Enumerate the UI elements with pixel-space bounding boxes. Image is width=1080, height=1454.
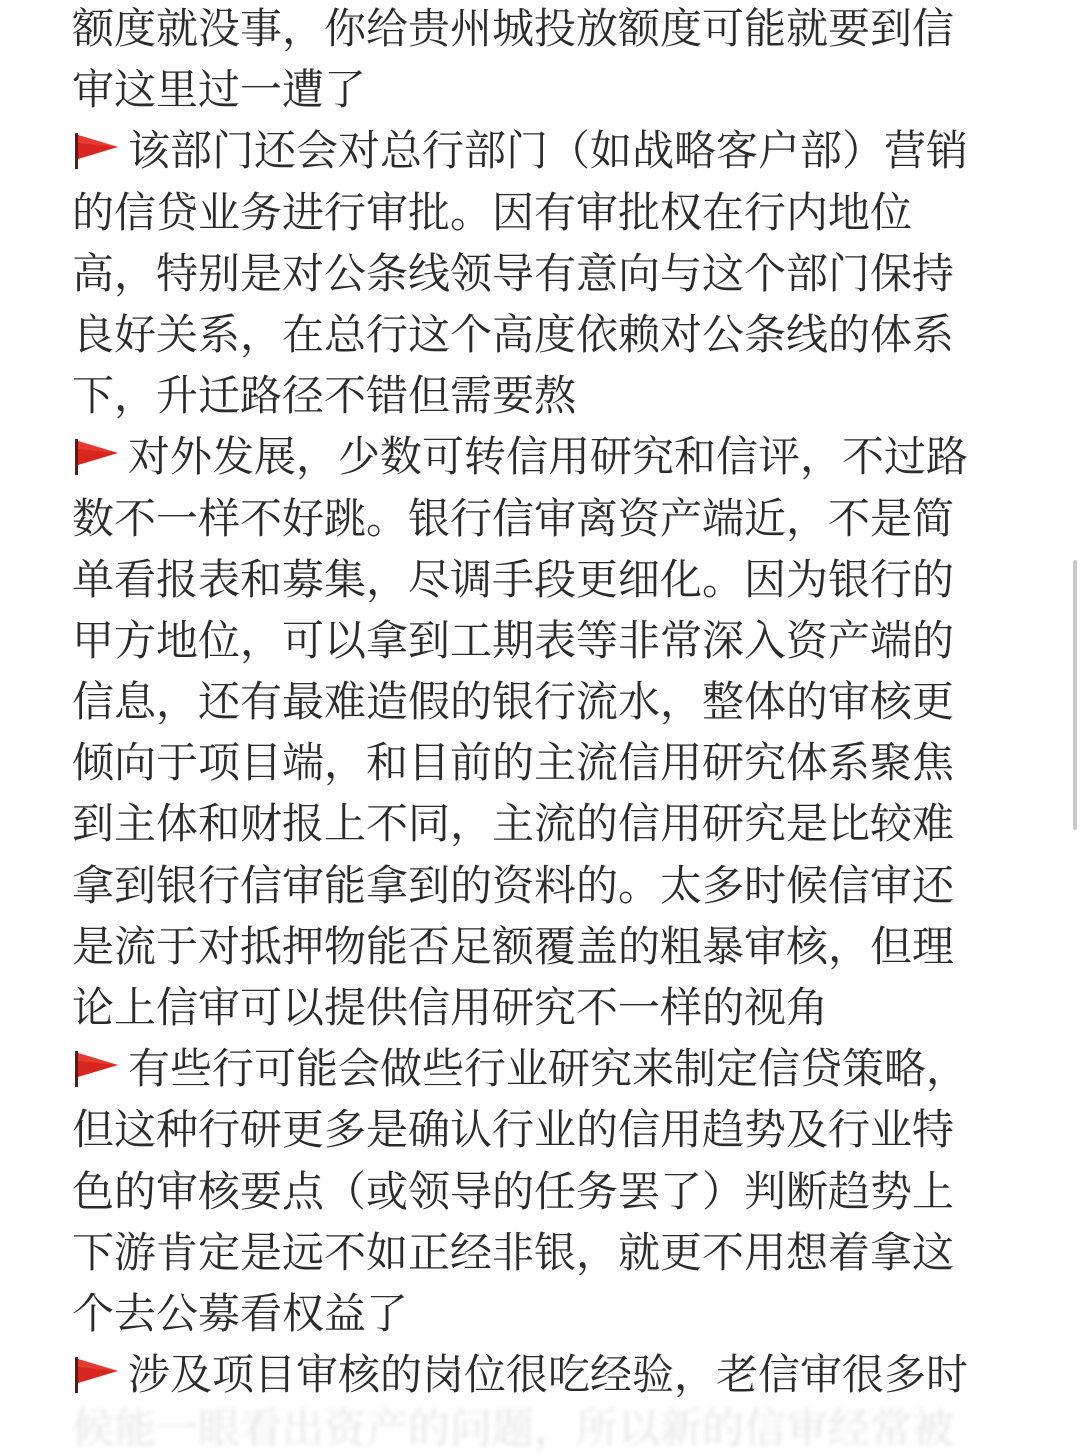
bullet-paragraph-line	[72, 426, 1012, 487]
scrollbar[interactable]	[1073, 560, 1077, 830]
paragraph-line	[72, 1283, 1012, 1344]
line-text: 高，特别是对公条线领导有意向与这个部门保持	[72, 248, 955, 298]
bullet-paragraph-line	[72, 1038, 1012, 1099]
line-text: 该部门还会对总行部门（如战略客户部）营销	[128, 126, 969, 176]
line-text: 个去公募看权益了	[72, 1288, 409, 1338]
paragraph-line	[72, 304, 1012, 365]
line-text: 倾向于项目端，和目前的主流信用研究体系聚焦	[72, 738, 955, 788]
bullet-paragraph-line	[72, 120, 1012, 181]
line-text: 有些行可能会做些行业研究来制定信贷策略，	[128, 1044, 969, 1094]
red-flag-icon	[72, 1355, 120, 1395]
line-text: 数不一样不好跳。银行信审离资产端近，不是简	[72, 493, 955, 543]
line-text: 拿到银行信审能拿到的资料的。太多时候信审还	[72, 860, 955, 910]
article-body	[72, 0, 1012, 1405]
paragraph-line	[72, 365, 1012, 426]
line-text: 但这种行研更多是确认行业的信用趋势及行业特	[72, 1105, 955, 1155]
line-text: 论上信审可以提供信用研究不一样的视角	[72, 983, 829, 1032]
paragraph-line	[72, 59, 1012, 120]
paragraph-line	[72, 0, 1012, 59]
paragraph-line	[72, 1161, 1012, 1222]
paragraph-line	[72, 182, 1012, 243]
paragraph-line	[72, 671, 1012, 732]
line-text: 是流于对抵押物能否足额覆盖的粗暴审核，但理	[72, 921, 955, 971]
line-text: 良好关系，在总行这个高度依赖对公条线的体系	[72, 309, 955, 359]
paragraph-line	[72, 549, 1012, 610]
line-text: 额度就没事，你给贵州城投放额度可能就要到信	[72, 4, 955, 53]
line-text: 的信贷业务进行审批。因有审批权在行内地位	[72, 187, 913, 237]
paragraph-line	[72, 243, 1012, 304]
line-text: 涉及项目审核的岗位很吃经验，老信审很多时	[128, 1350, 969, 1400]
paragraph-line	[72, 488, 1012, 549]
bullet-paragraph-line	[72, 1344, 1012, 1405]
paragraph-line	[72, 855, 1012, 916]
red-flag-icon	[72, 1049, 120, 1089]
line-text: 下，升迁路径不错但需要熬	[72, 371, 577, 421]
line-text: 对外发展，少数可转信用研究和信评，不过路	[128, 432, 969, 482]
line-text: 甲方地位，可以拿到工期表等非常深入资产端的	[72, 615, 955, 665]
paragraph-line	[72, 977, 1012, 1038]
line-text: 到主体和财报上不同，主流的信用研究是比较难	[72, 799, 955, 849]
paragraph-line	[72, 610, 1012, 671]
line-text: 单看报表和募集，尽调手段更细化。因为银行的	[72, 554, 955, 604]
paragraph-line	[72, 1222, 1012, 1283]
cut-off-text-line: 候能一眼看出资产的问题，所以新的信审经常被	[72, 1404, 955, 1453]
line-text: 色的审核要点（或领导的任务罢了）判断趋势上	[72, 1166, 955, 1216]
paragraph-line	[72, 793, 1012, 854]
paragraph-line	[72, 916, 1012, 977]
line-text: 下游肯定是远不如正经非银，就更不用想着拿这	[72, 1227, 955, 1277]
red-flag-icon	[72, 437, 120, 477]
red-flag-icon	[72, 131, 120, 171]
paragraph-line	[72, 732, 1012, 793]
line-text: 信息，还有最难造假的银行流水，整体的审核更	[72, 677, 955, 727]
paragraph-line	[72, 1099, 1012, 1160]
line-text: 审这里过一遭了	[72, 65, 367, 115]
